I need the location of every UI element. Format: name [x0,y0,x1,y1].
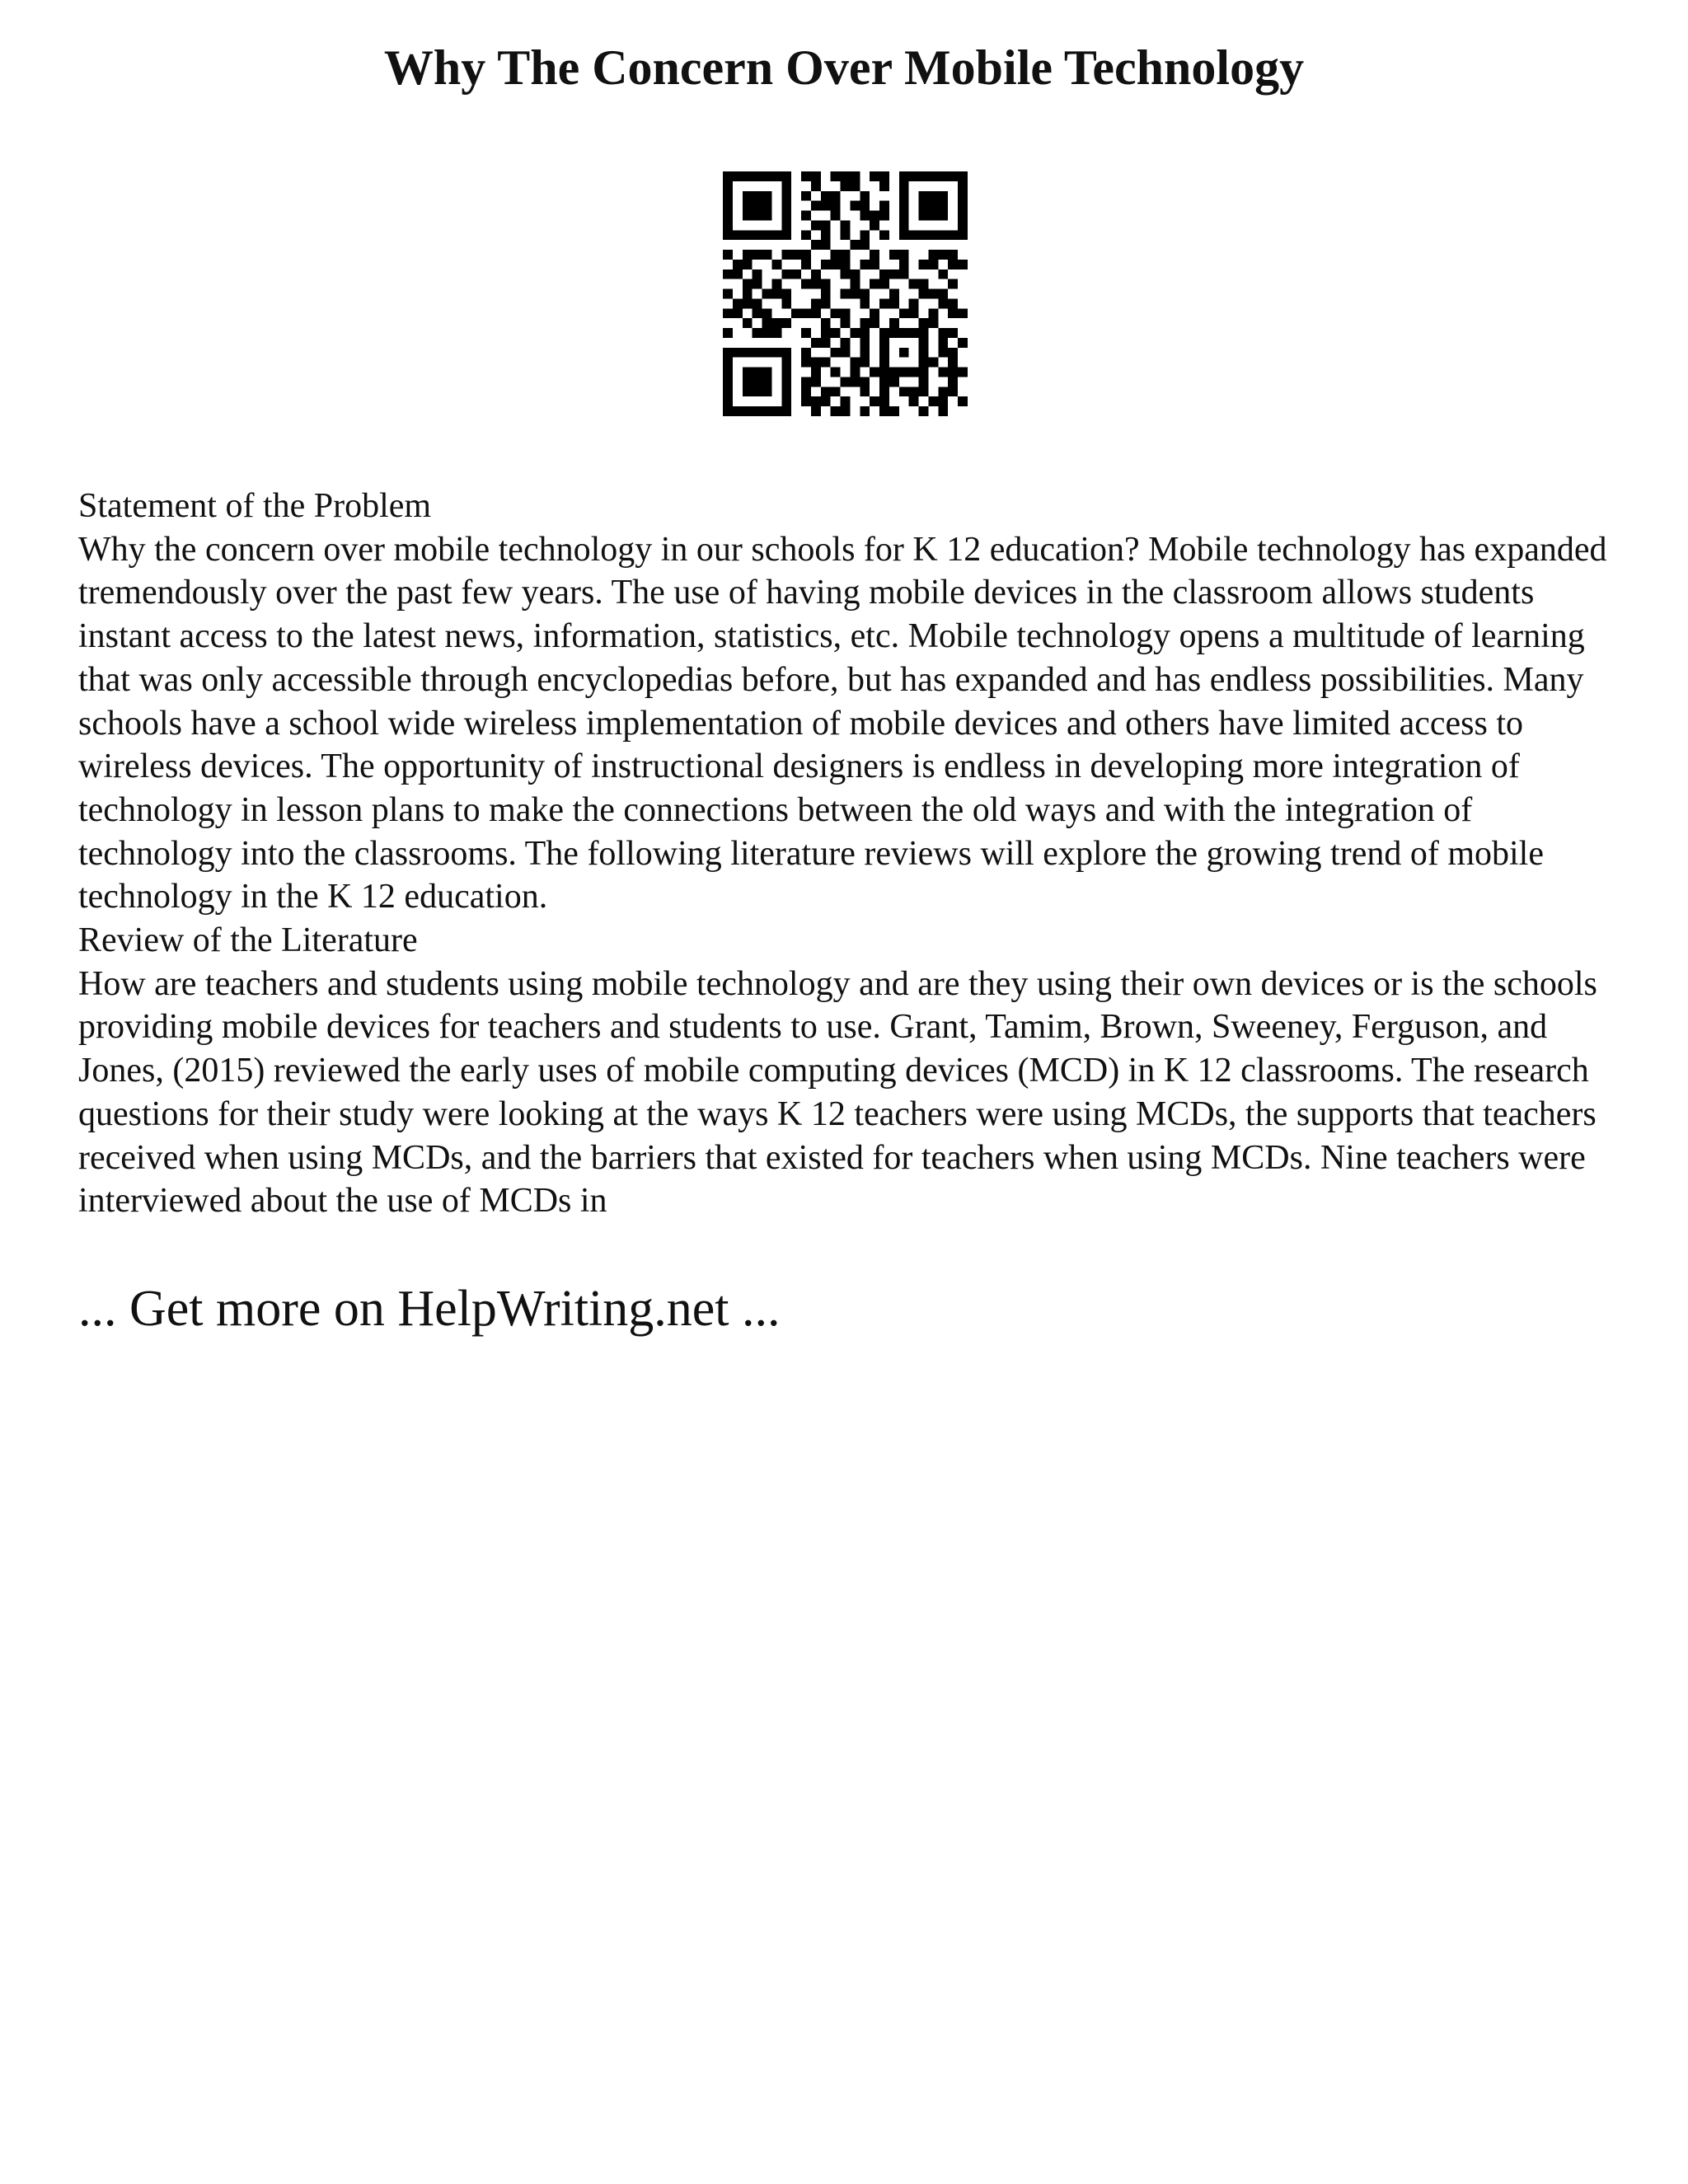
document-content [78,485,1628,1223]
get-more-link[interactable]: ... Get more on HelpWriting.net ... [78,1281,781,1337]
qr-code-icon [723,171,968,416]
section-body: Why the concern over mobile technology in our schools for K 12 education? Mobile technology has expanded tremendously over the past few years. The use of having mobile devices in the classroom allows students instant access to the latest news, information, statistics, etc. Mobile technology opens a multitude of learning that was only accessible through encyclopedias before, but has expanded and has endless possibilities. Many schools have a school wide wireless implementation of mobile devices and others have limited access to wireless devices. The opportunity of instructional designers is endless in developing more integration of technology in lesson plans to make the connections between the old ways and with the integration of technology into the classrooms. The following literature reviews will explore the growing trend of mobile technology in the K 12 education. [78,530,1607,916]
section-heading: Statement of the Problem [78,487,432,525]
section-heading: Review of the Literature [78,921,418,960]
section-body: How are teachers and students using mobile technology and are they using their own devices or is the schools providing mobile devices for teachers and students to use. Grant, Tamim, Brown, Sweeney, Ferguson, and Jones, (2015) reviewed the early uses of mobile computing devices (MCD) in K 12 classrooms. The research questions for their study were looking at the ways K 12 teachers were using MCDs, the supports that teachers received when using MCDs, and the barriers that existed for teachers when using MCDs. Nine teachers were interviewed about the use of MCDs in [78,964,1597,1221]
page-title: Why The Concern Over Mobile Technology [383,40,1305,95]
